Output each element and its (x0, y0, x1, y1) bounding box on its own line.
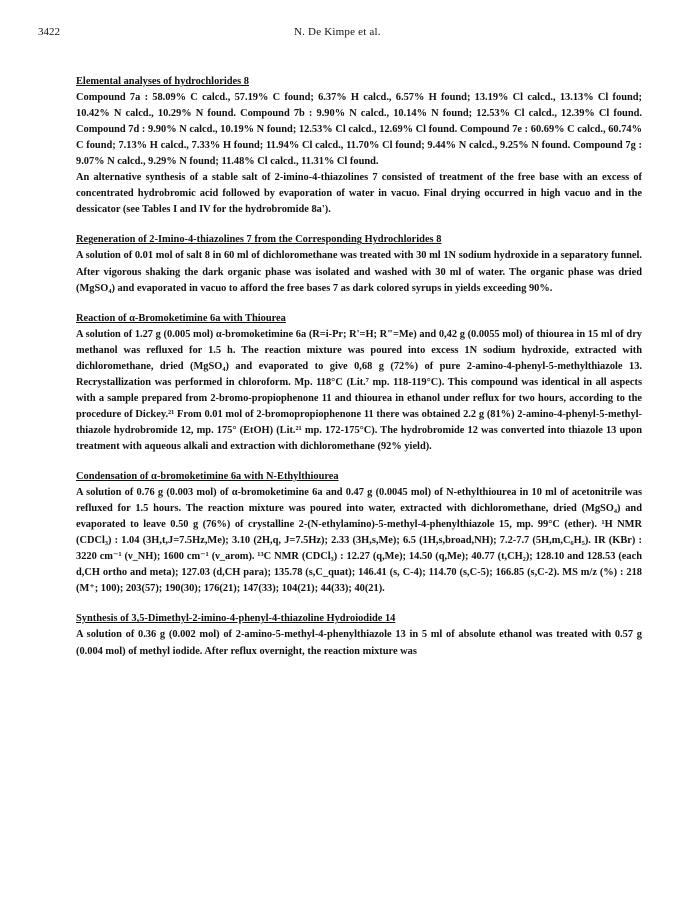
section-heading: Synthesis of 3,5-Dimethyl-2-imino-4-phenyl-4-thiazoline Hydroiodide 14 (76, 613, 396, 625)
section-regeneration (76, 232, 642, 296)
section-reaction-thiourea (76, 311, 642, 455)
section-synthesis-hydroiodide (76, 611, 642, 659)
paragraph: A solution of 1.27 g (0.005 mol) α-bromoketimine 6a (R=i-Pr; R'=H; R"=Me) and 0,42 g (0.0055 mol) of thiourea in 15 ml of dry methanol was refluxed for 1.5 h. The reaction mixture was poured into excess 1N sodium hydroxide, extracted with dichloromethane, dried (MgSO₄) and evaporated to give 0,68 g (72%) of pure 2-amino-4-phenyl-5-methylthiazole 13. Recrystallization was performed in chloroform. Mp. 118°C (Lit.⁷ mp. 118-119°C). This compound was identical in all aspects with a sample prepared from 2-bromo-propiophenone 11 and thiourea in ethanol under reflux for two hours, according to the procedure of Dickey.²¹ From 0.01 mol of 2-bromopropiophenone 11 there was obtained 2.2 g (81%) 2-amino-4-phenyl-5-methyl-thiazole hydrobromide 12, mp. 175° (EtOH) (Lit.²¹ mp. 172-175°C). The hydrobromide 12 was converted into thiazole 13 upon treatment with aqueous alkali and extraction with dichloromethane (92% yield). (76, 328, 642, 452)
section-heading: Reaction of α-Bromoketimine 6a with Thiourea (76, 312, 286, 324)
section-heading: Regeneration of 2-Imino-4-thiazolines 7 from the Corresponding Hydrochlorides 8 (76, 234, 442, 246)
paragraph: A solution of 0.36 g (0.002 mol) of 2-amino-5-methyl-4-phenylthiazole 13 in 5 ml of absolute ethanol was treated with 0.57 g (0.004 mol) of methyl iodide. After reflux overnight, the reaction mixture was (76, 629, 642, 657)
section-condensation (76, 469, 642, 597)
page-number: 3422 (38, 26, 60, 38)
body-text (76, 74, 642, 674)
paragraph: Compound 7a : 58.09% C calcd., 57.19% C found; 6.37% H calcd., 6.57% H found; 13.19% Cl calcd., 13.13% Cl found; 10.42% N calcd., 10.29% N found. Compound 7b : 9.90% N calcd., 10.14% N found; 12.53% Cl calcd., 12.39% Cl found. Compound 7d : 9.90% N calcd., 10.19% N found; 12.53% Cl calcd., 12.69% Cl found. Compound 7e : 60.69% C calcd., 60.74% C found; 7.13% H calcd., 7.33% H found; 11.94% Cl calcd., 11.70% Cl found; 9.44% N calcd., 9.25% N found. Compound 7g : 9.07% N calcd., 9.29% N found; 11.48% Cl calcd., 11.31% Cl found. (76, 92, 642, 168)
paragraph: A solution of 0.01 mol of salt 8 in 60 ml of dichloromethane was treated with 30 ml 1N sodium hydroxide in a separatory funnel. After vigorous shaking the dark organic phase was isolated and washed with 30 ml of water. The organic phase was dried (MgSO₄) and evaporated in vacuo to afford the free bases 7 as dark colored syrups in yields exceeding 90%. (76, 250, 642, 294)
section-elemental-analyses (76, 74, 642, 218)
paragraph: An alternative synthesis of a stable salt of 2-imino-4-thiazolines 7 consisted of treatment of the free base with an excess of concentrated hydrobromic acid followed by evaporation of water in vacuo. Final drying occurred in high vacuo and in the dessicator (see Tables I and IV for the hydrobromide 8a'). (76, 172, 642, 216)
section-heading: Condensation of α-bromoketimine 6a with N-Ethylthiourea (76, 471, 339, 483)
running-title: N. De Kimpe et al. (294, 26, 381, 38)
section-heading: Elemental analyses of hydrochlorides 8 (76, 76, 249, 87)
paragraph: A solution of 0.76 g (0.003 mol) of α-bromoketimine 6a and 0.47 g (0.0045 mol) of N-ethylthiourea in 10 ml of acetonitrile was refluxed for 1.5 hours. The reaction mixture was poured into water, extracted with dichloromethane, dried (MgSO₄) and evaporated to leave 0.50 g (76%) of crystalline 2-(N-ethylamino)-5-methyl-4-phenylthiazole 15, mp. 99°C (ether). ¹H NMR (CDCl₃) : 1.04 (3H,t,J=7.5Hz,Me); 3.10 (2H,q, J=7.5Hz); 2.33 (3H,s,Me); 6.5 (1H,s,broad,NH); 7.2-7.7 (5H,m,C₆H₅). IR (KBr) : 3220 cm⁻¹ (ν_NH); 1600 cm⁻¹ (ν_arom). ¹³C NMR (CDCl₃) : 12.27 (q,Me); 14.50 (q,Me); 40.77 (t,CH₂); 128.10 and 128.53 (each d,CH ortho and meta); 127.03 (d,CH para); 135.78 (s,C_quat); 146.41 (s, C-4); 114.70 (s,C-5); 166.85 (s,C-2). MS m/z (%) : 218 (M⁺; 100); 203(57); 190(30); 176(21); 147(33); 104(21); 44(33); 40(21). (76, 487, 642, 595)
